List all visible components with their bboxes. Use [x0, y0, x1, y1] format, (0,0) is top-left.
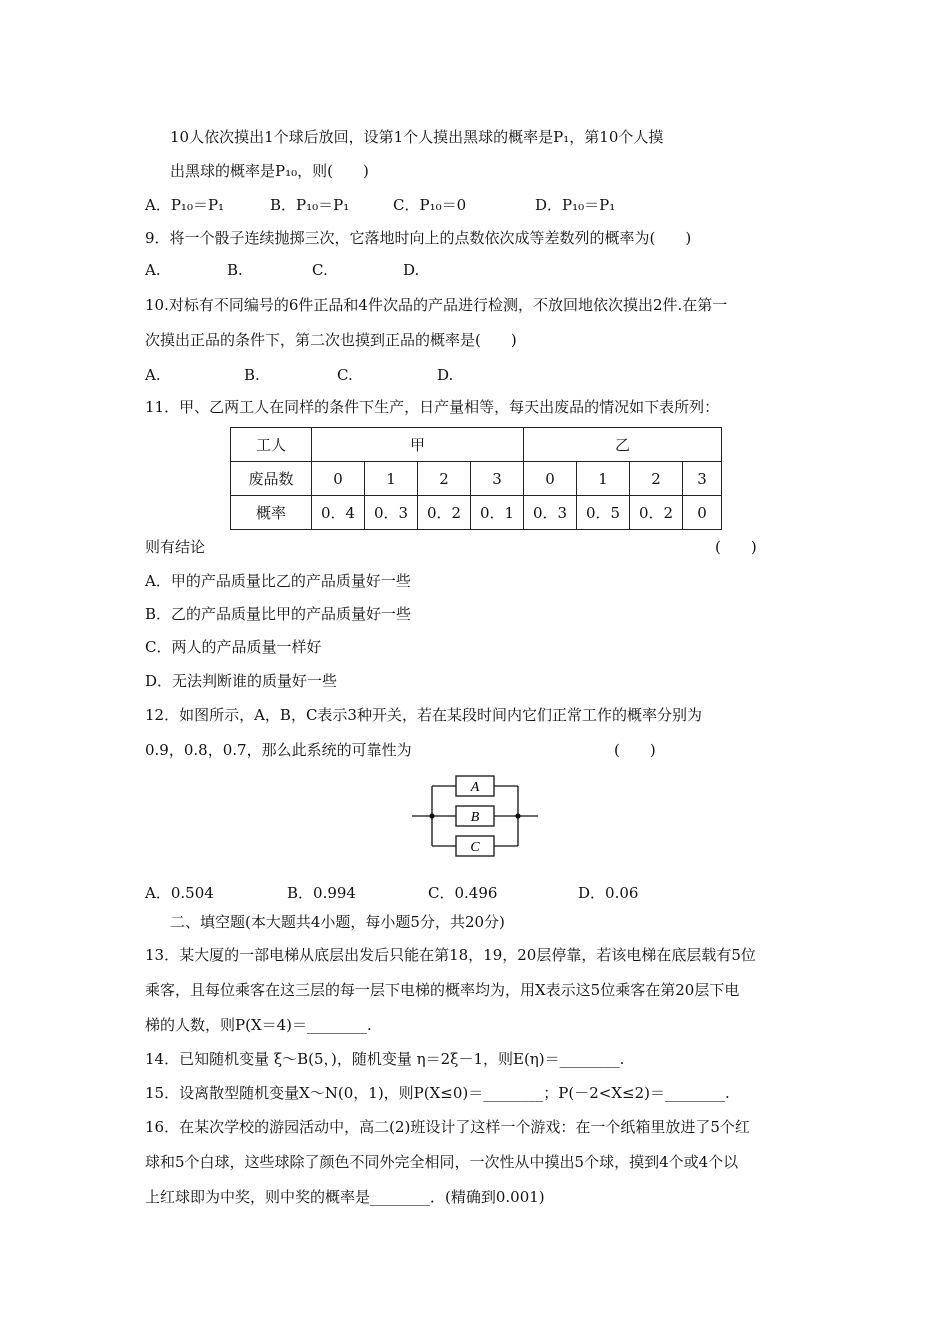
q8-option-b: B．P₁₀＝P₁	[270, 196, 350, 214]
header-yi: 乙	[524, 428, 722, 462]
cell-count: 1	[577, 462, 630, 496]
q10-option-a: A.	[145, 366, 161, 384]
cell-prob: 0	[683, 496, 722, 530]
switch-a-label: A	[470, 780, 480, 795]
q15-text: 15．设离散型随机变量X～N(0，1)，则P(X≤0)＝________；P(－2<X≤2)＝________.	[145, 1084, 730, 1102]
q10-option-c: C.	[337, 366, 353, 384]
q12-option-c: C．0.496	[428, 884, 498, 902]
q13-line2: 乘客，且每位乘客在这三层的每一层下电梯的概率均为，用X表示这5位乘客在第20层下电	[145, 981, 740, 999]
switch-b-label: B	[470, 810, 480, 825]
q11-option-a: A．甲的产品质量比乙的产品质量好一些	[145, 572, 411, 590]
cell-prob: 0．3	[524, 496, 577, 530]
q13-line1: 13．某大厦的一部电梯从底层出发后只能在第18，19，20层停靠，若该电梯在底层载有5位	[145, 946, 756, 964]
cell-prob: 0．5	[577, 496, 630, 530]
q8-line1: 10人依次摸出1个球后放回，设第1个人摸出黑球的概率是P₁，第10个人摸	[170, 128, 664, 146]
q9-option-c: C.	[312, 261, 328, 279]
q16-line3: 上红球即为中奖，则中奖的概率是________．(精确到0.001)	[145, 1188, 545, 1206]
table-row	[231, 462, 722, 496]
defect-table	[230, 427, 722, 530]
q14-text: 14．已知随机变量 ξ～B(5，)，随机变量 η＝2ξ－1，则E(η)＝________.	[145, 1050, 625, 1068]
header-jia: 甲	[312, 428, 524, 462]
q12-paren: ( )	[614, 741, 656, 759]
table-row	[231, 496, 722, 530]
q10-line2: 次摸出正品的条件下，第二次也摸到正品的概率是( )	[145, 331, 517, 349]
header-defect-count: 废品数	[231, 462, 312, 496]
q11-option-c: C．两人的产品质量一样好	[145, 638, 322, 656]
header-worker: 工人	[231, 428, 312, 462]
cell-prob: 0．3	[365, 496, 418, 530]
q11-paren: ( )	[715, 538, 757, 556]
q9-option-b: B.	[227, 261, 243, 279]
q12-option-b: B．0.994	[287, 884, 356, 902]
junction-left	[429, 813, 434, 818]
q11-option-b: B．乙的产品质量比甲的产品质量好一些	[145, 605, 412, 623]
q9-option-a: A.	[145, 261, 161, 279]
cell-prob: 0．2	[418, 496, 471, 530]
q10-line1: 10.对标有不同编号的6件正品和4件次品的产品进行检测，不放回地依次摸出2件.在第一	[145, 296, 728, 314]
q8-option-d: D．P₁₀＝P₁	[535, 196, 616, 214]
q11-conclusion: 则有结论	[145, 538, 206, 556]
cell-count: 3	[683, 462, 722, 496]
q8-option-c: C．P₁₀＝0	[393, 196, 467, 214]
cell-prob: 0．2	[630, 496, 683, 530]
q12-line2: 0.9，0.8，0.7，那么此系统的可靠性为	[145, 741, 412, 759]
q8-line2: 出黑球的概率是P₁₀，则( )	[170, 162, 369, 180]
q12-line1: 12．如图所示，A，B，C表示3种开关，若在某段时间内它们正常工作的概率分别为	[145, 706, 702, 724]
q11-option-d: D．无法判断谁的质量好一些	[145, 672, 338, 690]
q16-line1: 16．在某次学校的游园活动中，高二(2)班设计了这样一个游戏：在一个纸箱里放进了5个红	[145, 1118, 750, 1136]
cell-count: 1	[365, 462, 418, 496]
cell-count: 2	[630, 462, 683, 496]
q9-option-d: D.	[403, 261, 420, 279]
q8-option-a: A．P₁₀＝P₁	[145, 196, 225, 214]
q10-option-d: D.	[437, 366, 454, 384]
cell-count: 2	[418, 462, 471, 496]
table-row	[231, 428, 722, 462]
q10-option-b: B.	[244, 366, 260, 384]
section-heading: 二、填空题(本大题共4小题，每小题5分，共20分)	[170, 913, 505, 931]
junction-right	[515, 813, 520, 818]
cell-count: 0	[524, 462, 577, 496]
header-probability: 概率	[231, 496, 312, 530]
cell-count: 0	[312, 462, 365, 496]
q16-line2: 球和5个白球，这些球除了颜色不同外完全相同，一次性从中摸出5个球，摸到4个或4个以	[145, 1153, 739, 1171]
q11-text: 11．甲、乙两工人在同样的条件下生产，日产量相等，每天出废品的情况如下表所列：	[145, 398, 720, 416]
q12-option-d: D．0.06	[578, 884, 639, 902]
q12-option-a: A．0.504	[145, 884, 214, 902]
cell-prob: 0．4	[312, 496, 365, 530]
cell-count: 3	[471, 462, 524, 496]
parallel-circuit-diagram	[410, 768, 540, 863]
q13-line3: 梯的人数，则P(X＝4)＝________.	[145, 1016, 372, 1034]
q9-text: 9．将一个骰子连续抛掷三次，它落地时向上的点数依次成等差数列的概率为( )	[145, 229, 692, 247]
switch-c-label: C	[470, 840, 480, 855]
cell-prob: 0．1	[471, 496, 524, 530]
